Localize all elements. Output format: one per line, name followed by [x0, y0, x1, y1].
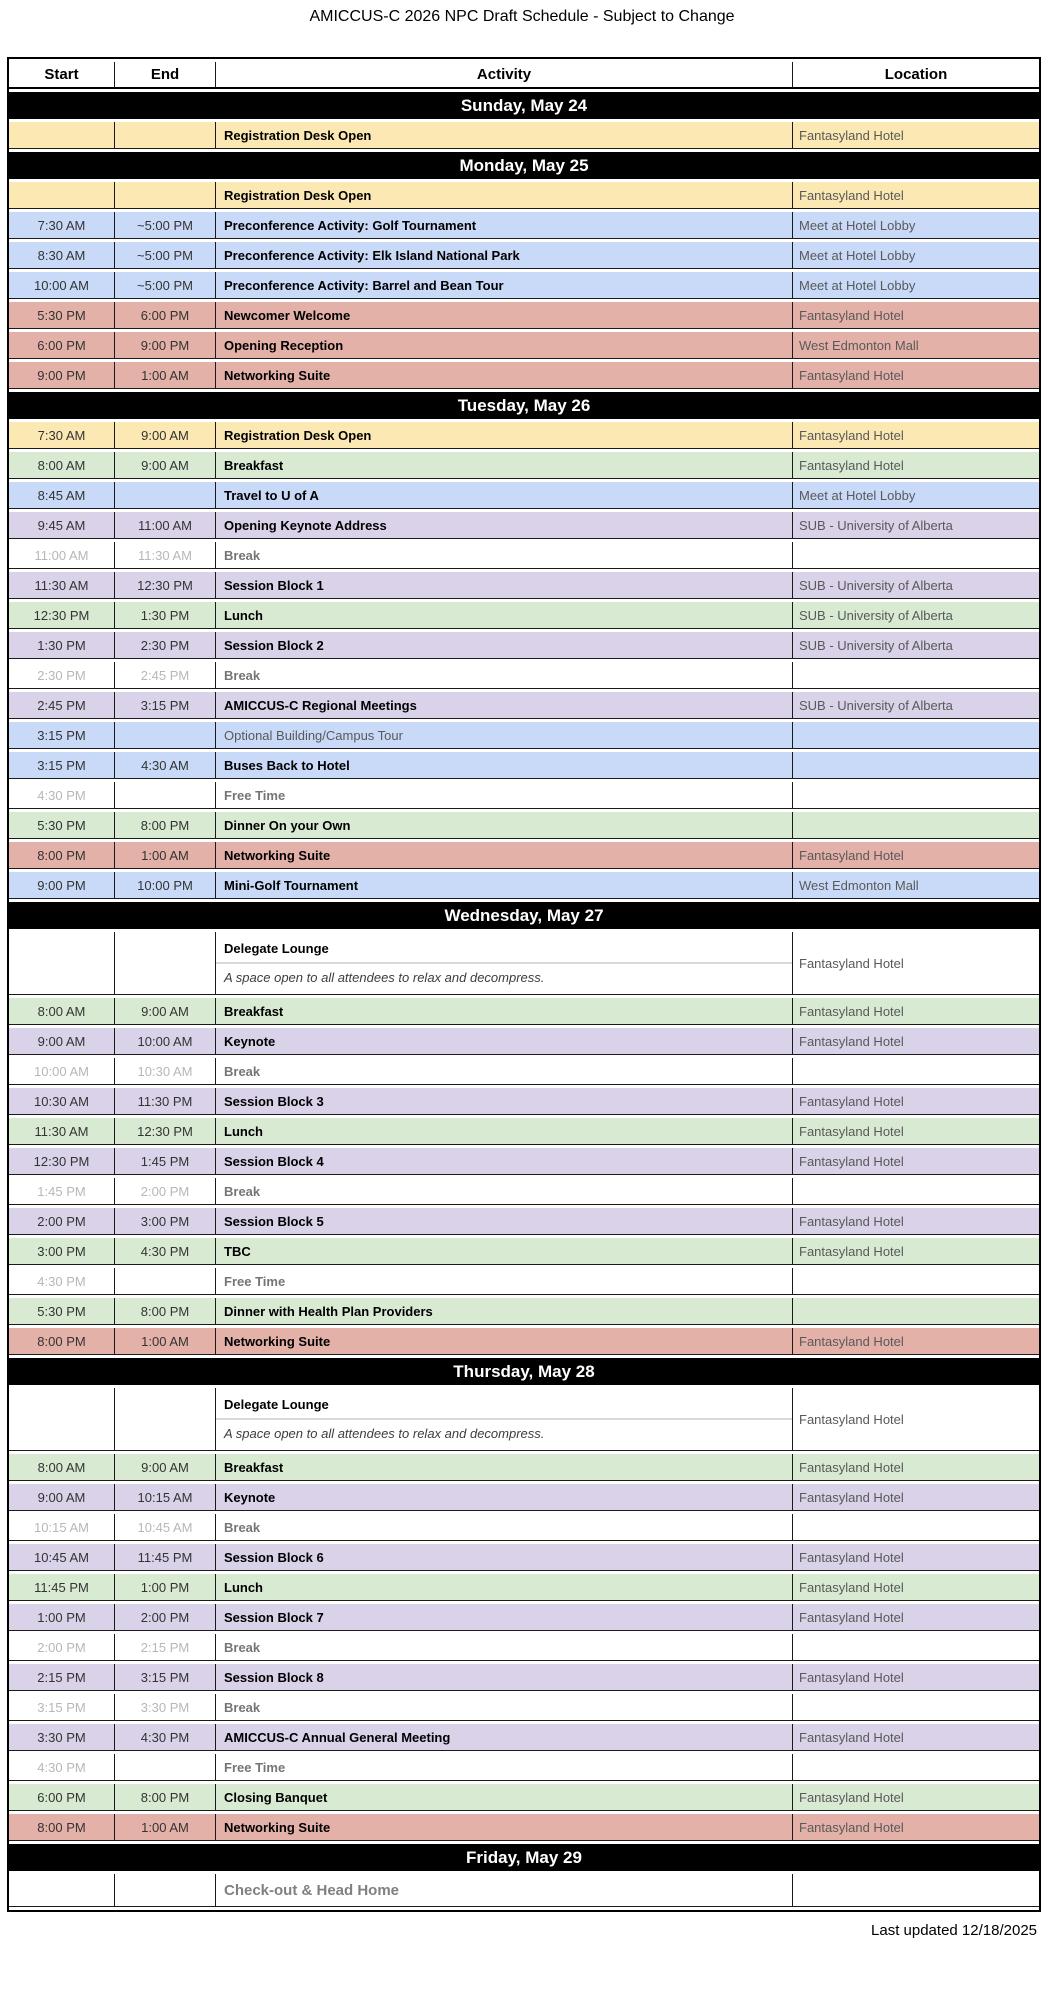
location-cell: Fantasyland Hotel — [792, 1238, 1039, 1265]
schedule-row — [9, 1754, 1039, 1781]
end-time-cell: 1:45 PM — [114, 1148, 215, 1175]
start-time-cell: 8:00 PM — [9, 842, 114, 869]
end-time-cell: 10:30 AM — [114, 1058, 215, 1085]
end-time-cell: 1:00 AM — [114, 1814, 215, 1841]
start-time-cell: 11:30 AM — [9, 1118, 114, 1145]
start-time-cell: 10:45 AM — [9, 1544, 114, 1571]
activity-cell: Networking Suite — [215, 1328, 792, 1355]
activity-cell: Opening Keynote Address — [215, 512, 792, 539]
schedule-row — [9, 1604, 1039, 1631]
end-time-cell: 4:30 PM — [114, 1238, 215, 1265]
location-cell: Fantasyland Hotel — [792, 932, 1039, 995]
location-cell: Fantasyland Hotel — [792, 1784, 1039, 1811]
activity-cell: Networking Suite — [215, 1814, 792, 1841]
location-cell: Fantasyland Hotel — [792, 1118, 1039, 1145]
start-time-cell: 3:15 PM — [9, 1694, 114, 1721]
location-cell — [792, 662, 1039, 689]
end-time-cell: 9:00 AM — [114, 998, 215, 1025]
start-time-cell: 2:00 PM — [9, 1208, 114, 1235]
day-header-row — [9, 1844, 1039, 1871]
start-time-cell: 2:45 PM — [9, 692, 114, 719]
activity-cell: Session Block 7 — [215, 1604, 792, 1631]
start-time-cell: 12:30 PM — [9, 602, 114, 629]
schedule-row — [9, 1238, 1039, 1265]
location-cell: West Edmonton Mall — [792, 872, 1039, 899]
start-time-cell: 4:30 PM — [9, 1268, 114, 1295]
day-header-row — [9, 902, 1039, 929]
start-time-cell: 2:30 PM — [9, 662, 114, 689]
end-time-cell: 2:00 PM — [114, 1604, 215, 1631]
activity-cell: Break — [215, 1694, 792, 1721]
activity-cell: Lunch — [215, 1574, 792, 1601]
end-time-cell: 1:00 AM — [114, 362, 215, 389]
location-cell: Fantasyland Hotel — [792, 122, 1039, 149]
location-cell: Meet at Hotel Lobby — [792, 212, 1039, 239]
start-time-cell — [9, 1874, 114, 1907]
schedule-row — [9, 452, 1039, 479]
activity-cell: Break — [215, 542, 792, 569]
schedule-row — [9, 422, 1039, 449]
column-header-start: Start — [9, 62, 114, 89]
end-time-cell — [114, 122, 215, 149]
location-cell: SUB - University of Alberta — [792, 602, 1039, 629]
end-time-cell: 12:30 PM — [114, 572, 215, 599]
start-time-cell: 11:45 PM — [9, 1574, 114, 1601]
schedule-row — [9, 1694, 1039, 1721]
schedule-row — [9, 242, 1039, 269]
location-cell: Fantasyland Hotel — [792, 1328, 1039, 1355]
end-time-cell: 8:00 PM — [114, 812, 215, 839]
activity-cell: Registration Desk Open — [215, 122, 792, 149]
end-time-cell: 2:15 PM — [114, 1634, 215, 1661]
schedule-row — [9, 1058, 1039, 1085]
day-header-label: Sunday, May 24 — [9, 92, 1039, 119]
day-header-row — [9, 92, 1039, 119]
location-cell: SUB - University of Alberta — [792, 512, 1039, 539]
start-time-cell: 7:30 AM — [9, 212, 114, 239]
activity-cell: Break — [215, 1514, 792, 1541]
end-time-cell: 12:30 PM — [114, 1118, 215, 1145]
location-cell — [792, 782, 1039, 809]
end-time-cell: 2:30 PM — [114, 632, 215, 659]
day-header-label: Thursday, May 28 — [9, 1358, 1039, 1385]
start-time-cell: 8:00 AM — [9, 1454, 114, 1481]
schedule-row — [9, 1814, 1039, 1841]
activity-cell: Session Block 4 — [215, 1148, 792, 1175]
end-time-cell: ~5:00 PM — [114, 212, 215, 239]
activity-cell: AMICCUS-C Annual General Meeting — [215, 1724, 792, 1751]
activity-cell: Preconference Activity: Golf Tournament — [215, 212, 792, 239]
activity-cell: Session Block 1 — [215, 572, 792, 599]
end-time-cell: 9:00 PM — [114, 332, 215, 359]
end-time-cell: 11:30 AM — [114, 542, 215, 569]
location-cell: Fantasyland Hotel — [792, 1604, 1039, 1631]
end-time-cell — [114, 1874, 215, 1907]
day-header-label: Monday, May 25 — [9, 152, 1039, 179]
start-time-cell: 5:30 PM — [9, 302, 114, 329]
activity-cell: TBC — [215, 1238, 792, 1265]
end-time-cell: ~5:00 PM — [114, 272, 215, 299]
activity-cell: Breakfast — [215, 998, 792, 1025]
location-cell: Fantasyland Hotel — [792, 1088, 1039, 1115]
end-time-cell: 9:00 AM — [114, 452, 215, 479]
start-time-cell: 4:30 PM — [9, 1754, 114, 1781]
location-cell — [792, 1754, 1039, 1781]
activity-cell: Preconference Activity: Barrel and Bean Tour — [215, 272, 792, 299]
start-time-cell: 3:15 PM — [9, 722, 114, 749]
end-time-cell: 10:00 AM — [114, 1028, 215, 1055]
end-time-cell: 3:30 PM — [114, 1694, 215, 1721]
schedule-row — [9, 182, 1039, 209]
start-time-cell — [9, 182, 114, 209]
location-cell — [792, 1058, 1039, 1085]
activity-cell: Free Time — [215, 1754, 792, 1781]
activity-cell: Free Time — [215, 782, 792, 809]
end-time-cell: 2:45 PM — [114, 662, 215, 689]
activity-cell: Breakfast — [215, 1454, 792, 1481]
location-cell: Fantasyland Hotel — [792, 1664, 1039, 1691]
location-cell: Fantasyland Hotel — [792, 1388, 1039, 1451]
end-time-cell: 4:30 PM — [114, 1724, 215, 1751]
schedule-row — [9, 722, 1039, 749]
schedule-row — [9, 332, 1039, 359]
end-time-cell: 4:30 AM — [114, 752, 215, 779]
column-header-end: End — [114, 62, 215, 89]
schedule-row — [9, 1118, 1039, 1145]
schedule-row — [9, 1208, 1039, 1235]
activity-cell: Preconference Activity: Elk Island National Park — [215, 242, 792, 269]
schedule-table — [7, 57, 1041, 1912]
end-time-cell: 9:00 AM — [114, 1454, 215, 1481]
schedule-row — [9, 752, 1039, 779]
end-time-cell — [114, 1754, 215, 1781]
schedule-body — [9, 92, 1039, 1907]
location-cell: Fantasyland Hotel — [792, 422, 1039, 449]
activity-cell: Lunch — [215, 602, 792, 629]
location-cell — [792, 1694, 1039, 1721]
day-header-label: Friday, May 29 — [9, 1844, 1039, 1871]
end-time-cell: 10:45 AM — [114, 1514, 215, 1541]
activity-cell: Registration Desk Open — [215, 182, 792, 209]
end-time-cell — [114, 1388, 215, 1451]
schedule-row — [9, 1484, 1039, 1511]
activity-cell: Free Time — [215, 1268, 792, 1295]
start-time-cell: 9:00 AM — [9, 1484, 114, 1511]
end-time-cell: 11:30 PM — [114, 1088, 215, 1115]
schedule-row — [9, 482, 1039, 509]
start-time-cell: 3:15 PM — [9, 752, 114, 779]
start-time-cell: 8:00 AM — [9, 998, 114, 1025]
activity-cell: Networking Suite — [215, 362, 792, 389]
location-cell: Fantasyland Hotel — [792, 1148, 1039, 1175]
location-cell — [792, 1874, 1039, 1907]
start-time-cell: 8:30 AM — [9, 242, 114, 269]
start-time-cell: 11:00 AM — [9, 542, 114, 569]
start-time-cell — [9, 122, 114, 149]
end-time-cell: ~5:00 PM — [114, 242, 215, 269]
schedule-row — [9, 1388, 1039, 1451]
start-time-cell — [9, 1388, 114, 1451]
schedule-row — [9, 572, 1039, 599]
day-header-row — [9, 152, 1039, 179]
location-cell: Fantasyland Hotel — [792, 1544, 1039, 1571]
start-time-cell: 6:00 PM — [9, 1784, 114, 1811]
divider — [216, 1418, 792, 1420]
schedule-row — [9, 512, 1039, 539]
location-cell: SUB - University of Alberta — [792, 692, 1039, 719]
divider — [216, 962, 792, 964]
location-cell: Fantasyland Hotel — [792, 842, 1039, 869]
day-header-row — [9, 392, 1039, 419]
activity-cell: Session Block 2 — [215, 632, 792, 659]
activity-cell: Break — [215, 1634, 792, 1661]
schedule-row — [9, 302, 1039, 329]
location-cell: Fantasyland Hotel — [792, 362, 1039, 389]
end-time-cell: 1:00 AM — [114, 842, 215, 869]
activity-cell: Registration Desk Open — [215, 422, 792, 449]
activity-cell: Newcomer Welcome — [215, 302, 792, 329]
start-time-cell: 1:00 PM — [9, 1604, 114, 1631]
day-header-label: Tuesday, May 26 — [9, 392, 1039, 419]
activity-cell: Keynote — [215, 1028, 792, 1055]
location-cell: Meet at Hotel Lobby — [792, 272, 1039, 299]
schedule-row — [9, 1178, 1039, 1205]
schedule-row — [9, 542, 1039, 569]
location-cell — [792, 1634, 1039, 1661]
delegate-lounge-description: A space open to all attendees to relax and decompress. — [224, 1426, 545, 1441]
start-time-cell: 8:00 PM — [9, 1814, 114, 1841]
location-cell: SUB - University of Alberta — [792, 572, 1039, 599]
start-time-cell: 5:30 PM — [9, 812, 114, 839]
start-time-cell: 10:30 AM — [9, 1088, 114, 1115]
activity-cell — [215, 1388, 792, 1451]
activity-cell: Session Block 3 — [215, 1088, 792, 1115]
start-time-cell: 10:00 AM — [9, 272, 114, 299]
location-cell: Fantasyland Hotel — [792, 1724, 1039, 1751]
end-time-cell: 10:15 AM — [114, 1484, 215, 1511]
activity-cell: Session Block 8 — [215, 1664, 792, 1691]
start-time-cell: 12:30 PM — [9, 1148, 114, 1175]
schedule-row — [9, 1514, 1039, 1541]
page-title: AMICCUS-C 2026 NPC Draft Schedule - Subject to Change — [309, 8, 735, 25]
end-time-cell: 11:00 AM — [114, 512, 215, 539]
activity-cell: Keynote — [215, 1484, 792, 1511]
day-header-label: Wednesday, May 27 — [9, 902, 1039, 929]
schedule-row — [9, 692, 1039, 719]
start-time-cell: 1:45 PM — [9, 1178, 114, 1205]
start-time-cell: 1:30 PM — [9, 632, 114, 659]
location-cell: Fantasyland Hotel — [792, 1028, 1039, 1055]
location-cell: Fantasyland Hotel — [792, 182, 1039, 209]
start-time-cell: 9:00 PM — [9, 872, 114, 899]
column-header-location: Location — [792, 62, 1039, 89]
schedule-row — [9, 1028, 1039, 1055]
start-time-cell: 3:00 PM — [9, 1238, 114, 1265]
location-cell — [792, 542, 1039, 569]
location-cell: Fantasyland Hotel — [792, 1814, 1039, 1841]
schedule-row — [9, 782, 1039, 809]
start-time-cell: 9:00 PM — [9, 362, 114, 389]
schedule-row — [9, 812, 1039, 839]
start-time-cell: 2:15 PM — [9, 1664, 114, 1691]
start-time-cell: 8:00 AM — [9, 452, 114, 479]
schedule-row — [9, 1574, 1039, 1601]
location-cell: Fantasyland Hotel — [792, 1208, 1039, 1235]
location-cell: Fantasyland Hotel — [792, 452, 1039, 479]
activity-cell: Optional Building/Campus Tour — [215, 722, 792, 749]
activity-cell: Lunch — [215, 1118, 792, 1145]
location-cell: West Edmonton Mall — [792, 332, 1039, 359]
activity-cell: Dinner with Health Plan Providers — [215, 1298, 792, 1325]
activity-cell: Closing Banquet — [215, 1784, 792, 1811]
activity-cell: Break — [215, 662, 792, 689]
schedule-row — [9, 932, 1039, 995]
delegate-lounge-description: A space open to all attendees to relax and decompress. — [224, 970, 545, 985]
schedule-row — [9, 842, 1039, 869]
location-cell: Meet at Hotel Lobby — [792, 242, 1039, 269]
end-time-cell — [114, 782, 215, 809]
start-time-cell: 8:45 AM — [9, 482, 114, 509]
end-time-cell: 11:45 PM — [114, 1544, 215, 1571]
activity-cell: Break — [215, 1178, 792, 1205]
activity-cell: Buses Back to Hotel — [215, 752, 792, 779]
end-time-cell: 8:00 PM — [114, 1784, 215, 1811]
end-time-cell: 2:00 PM — [114, 1178, 215, 1205]
location-cell — [792, 812, 1039, 839]
start-time-cell: 8:00 PM — [9, 1328, 114, 1355]
activity-cell: Travel to U of A — [215, 482, 792, 509]
day-header-row — [9, 1358, 1039, 1385]
end-time-cell: 1:00 PM — [114, 1574, 215, 1601]
end-time-cell: 1:30 PM — [114, 602, 215, 629]
table-header — [9, 62, 1039, 89]
end-time-cell: 1:00 AM — [114, 1328, 215, 1355]
end-time-cell — [114, 1268, 215, 1295]
schedule-row — [9, 632, 1039, 659]
schedule-row — [9, 1298, 1039, 1325]
schedule-row — [9, 1088, 1039, 1115]
end-time-cell: 6:00 PM — [114, 302, 215, 329]
location-cell — [792, 1178, 1039, 1205]
schedule-row — [9, 1784, 1039, 1811]
start-time-cell: 10:15 AM — [9, 1514, 114, 1541]
schedule-row — [9, 662, 1039, 689]
start-time-cell: 9:45 AM — [9, 512, 114, 539]
schedule-row — [9, 1664, 1039, 1691]
schedule-row — [9, 1874, 1039, 1907]
start-time-cell — [9, 932, 114, 995]
location-cell — [792, 722, 1039, 749]
schedule-row — [9, 362, 1039, 389]
schedule-row — [9, 602, 1039, 629]
activity-cell: Session Block 5 — [215, 1208, 792, 1235]
delegate-lounge-title: Delegate Lounge — [224, 941, 329, 956]
end-time-cell — [114, 482, 215, 509]
delegate-lounge-title: Delegate Lounge — [224, 1397, 329, 1412]
location-cell: SUB - University of Alberta — [792, 632, 1039, 659]
activity-cell: Check-out & Head Home — [215, 1874, 792, 1907]
end-time-cell: 10:00 PM — [114, 872, 215, 899]
schedule-row — [9, 1328, 1039, 1355]
end-time-cell: 3:15 PM — [114, 692, 215, 719]
schedule-row — [9, 1724, 1039, 1751]
schedule-row — [9, 1268, 1039, 1295]
location-cell: Fantasyland Hotel — [792, 998, 1039, 1025]
start-time-cell: 9:00 AM — [9, 1028, 114, 1055]
activity-cell — [215, 932, 792, 995]
location-cell: Meet at Hotel Lobby — [792, 482, 1039, 509]
activity-cell: Mini-Golf Tournament — [215, 872, 792, 899]
last-updated-note: Last updated 12/18/2025 — [871, 1922, 1037, 1939]
location-cell — [792, 1268, 1039, 1295]
end-time-cell: 3:15 PM — [114, 1664, 215, 1691]
end-time-cell — [114, 932, 215, 995]
start-time-cell: 11:30 AM — [9, 572, 114, 599]
activity-cell: Session Block 6 — [215, 1544, 792, 1571]
location-cell — [792, 1514, 1039, 1541]
schedule-row — [9, 212, 1039, 239]
end-time-cell: 8:00 PM — [114, 1298, 215, 1325]
schedule-row — [9, 872, 1039, 899]
activity-cell: AMICCUS-C Regional Meetings — [215, 692, 792, 719]
schedule-row — [9, 1454, 1039, 1481]
activity-cell: Dinner On your Own — [215, 812, 792, 839]
location-cell — [792, 1298, 1039, 1325]
start-time-cell: 3:30 PM — [9, 1724, 114, 1751]
end-time-cell: 9:00 AM — [114, 422, 215, 449]
schedule-row — [9, 998, 1039, 1025]
schedule-row — [9, 1148, 1039, 1175]
schedule-row — [9, 1634, 1039, 1661]
header-row — [9, 62, 1039, 89]
activity-cell: Opening Reception — [215, 332, 792, 359]
column-header-activity: Activity — [215, 62, 792, 89]
activity-cell: Breakfast — [215, 452, 792, 479]
start-time-cell: 2:00 PM — [9, 1634, 114, 1661]
start-time-cell: 6:00 PM — [9, 332, 114, 359]
end-time-cell: 3:00 PM — [114, 1208, 215, 1235]
end-time-cell — [114, 722, 215, 749]
start-time-cell: 10:00 AM — [9, 1058, 114, 1085]
activity-cell: Networking Suite — [215, 842, 792, 869]
start-time-cell: 5:30 PM — [9, 1298, 114, 1325]
end-time-cell — [114, 182, 215, 209]
location-cell: Fantasyland Hotel — [792, 1484, 1039, 1511]
start-time-cell: 4:30 PM — [9, 782, 114, 809]
location-cell: Fantasyland Hotel — [792, 1574, 1039, 1601]
schedule-row — [9, 1544, 1039, 1571]
start-time-cell: 7:30 AM — [9, 422, 114, 449]
location-cell — [792, 752, 1039, 779]
schedule-row — [9, 122, 1039, 149]
schedule-row — [9, 272, 1039, 299]
location-cell: Fantasyland Hotel — [792, 1454, 1039, 1481]
location-cell: Fantasyland Hotel — [792, 302, 1039, 329]
activity-cell: Break — [215, 1058, 792, 1085]
